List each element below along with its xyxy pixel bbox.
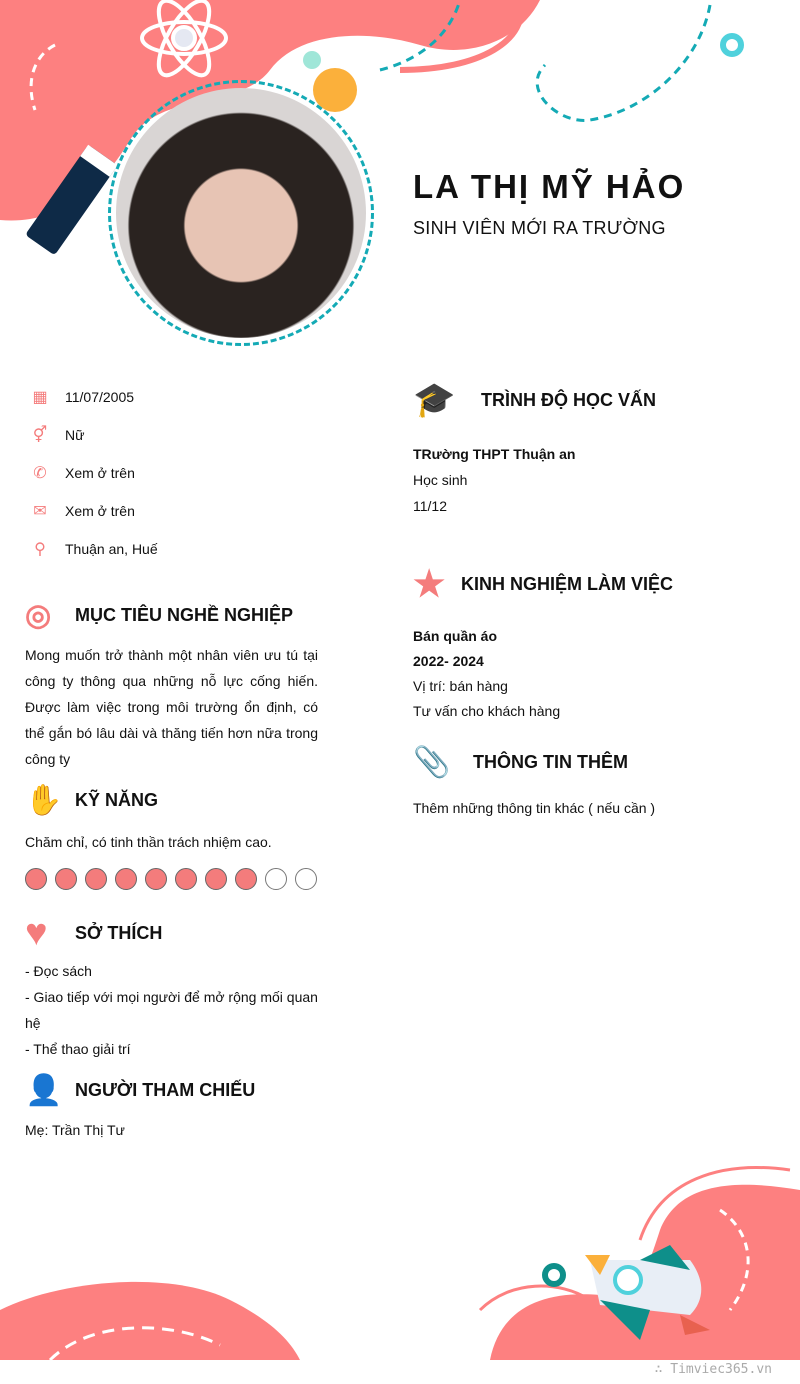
person-icon: 👤 [25, 1074, 63, 1107]
hobby-item: - Giao tiếp với mọi người để mở rộng mối quan hệ [25, 989, 318, 1031]
paperclip-icon: 📎 [413, 746, 451, 779]
job-line: Vị trí: bán hàng [413, 678, 508, 694]
skill-rating-dot [235, 868, 257, 890]
target-icon: ◎ [25, 599, 52, 632]
star-icon: ★ [413, 563, 446, 604]
photo-ring [108, 80, 374, 346]
hobby-item: - Đọc sách [25, 963, 92, 979]
skills-heading [25, 783, 158, 818]
dob-value: 11/07/2005 [65, 389, 135, 405]
skill-rating [25, 868, 317, 890]
skill-rating-dot [175, 868, 197, 890]
skill-rating-dot [55, 868, 77, 890]
phone-icon: ✆ [33, 465, 47, 482]
phone-value: Xem ở trên [65, 465, 135, 481]
email-icon: ✉ [33, 503, 47, 520]
objective-heading [25, 598, 293, 633]
hobbies-title: SỞ THÍCH [75, 923, 163, 943]
candidate-name: LA THỊ MỸ HẢO [413, 168, 686, 205]
experience-title: KINH NGHIỆM LÀM VIỆC [461, 573, 674, 594]
hand-icon: ✋ [25, 784, 63, 817]
skill-rating-dot [25, 868, 47, 890]
objective-text: Mong muốn trở thành một nhân viên ưu tú tại công ty thông qua những nỗ lực cống hiến. Được làm việc trong môi trường ổn định, có thể gắn bó lâu dài và thăng tiến hơn nữa trong công ty [25, 647, 318, 767]
contact-gender [30, 425, 84, 445]
extra-heading [413, 745, 628, 780]
hobbies-heading [25, 912, 162, 955]
contact-dob [30, 387, 134, 407]
bottom-decoration [0, 1150, 800, 1360]
skill-rating-dot [265, 868, 287, 890]
reference-text: Mẹ: Trần Thị Tư [25, 1122, 125, 1138]
extra-text: Thêm những thông tin khác ( nếu cần ) [413, 800, 656, 816]
contact-phone [30, 463, 135, 483]
school-name: TRường THPT Thuận an [413, 446, 576, 462]
heart-icon: ♥ [25, 912, 48, 954]
experience-heading [413, 563, 673, 605]
hobbies-list [25, 958, 325, 1062]
extra-title: THÔNG TIN THÊM [473, 752, 628, 772]
education-title: TRÌNH ĐỘ HỌC VẤN [481, 389, 656, 410]
experience-details [413, 624, 560, 724]
email-value: Xem ở trên [65, 503, 135, 519]
education-grade: 11/12 [413, 498, 447, 514]
address-value: Thuận an, Huế [65, 541, 158, 557]
skill-rating-dot [205, 868, 227, 890]
reference-heading [25, 1073, 255, 1108]
education-role: Học sinh [413, 472, 468, 488]
reference-title: NGƯỜI THAM CHIẾU [75, 1080, 256, 1100]
job-line: Tư vấn cho khách hàng [413, 703, 561, 719]
skill-rating-dot [145, 868, 167, 890]
skill-rating-dot [115, 868, 137, 890]
gender-icon: ⚥ [32, 427, 48, 444]
skill-rating-dot [295, 868, 317, 890]
gender-value: Nữ [65, 427, 85, 443]
skill-rating-dot [85, 868, 107, 890]
contact-email [30, 501, 135, 521]
watermark: ∴ Timviec365.vn [654, 1362, 772, 1377]
job-period: 2022- 2024 [413, 653, 484, 669]
graduation-cap-icon: 🎓 [413, 381, 456, 419]
location-icon: ⚲ [34, 541, 46, 558]
skills-title: KỸ NĂNG [75, 790, 159, 810]
contact-address [30, 539, 158, 559]
hobby-item: - Thể thao giải trí [25, 1041, 131, 1057]
job-title: Bán quần áo [413, 628, 498, 644]
candidate-position: SINH VIÊN MỚI RA TRƯỜNG [413, 218, 666, 238]
skills-text: Chăm chỉ, có tinh thần trách nhiệm cao. [25, 834, 272, 850]
education-heading [413, 380, 656, 420]
calendar-icon: ▦ [32, 389, 48, 406]
education-details [413, 441, 575, 519]
objective-title: MỤC TIÊU NGHỀ NGHIỆP [75, 605, 294, 625]
